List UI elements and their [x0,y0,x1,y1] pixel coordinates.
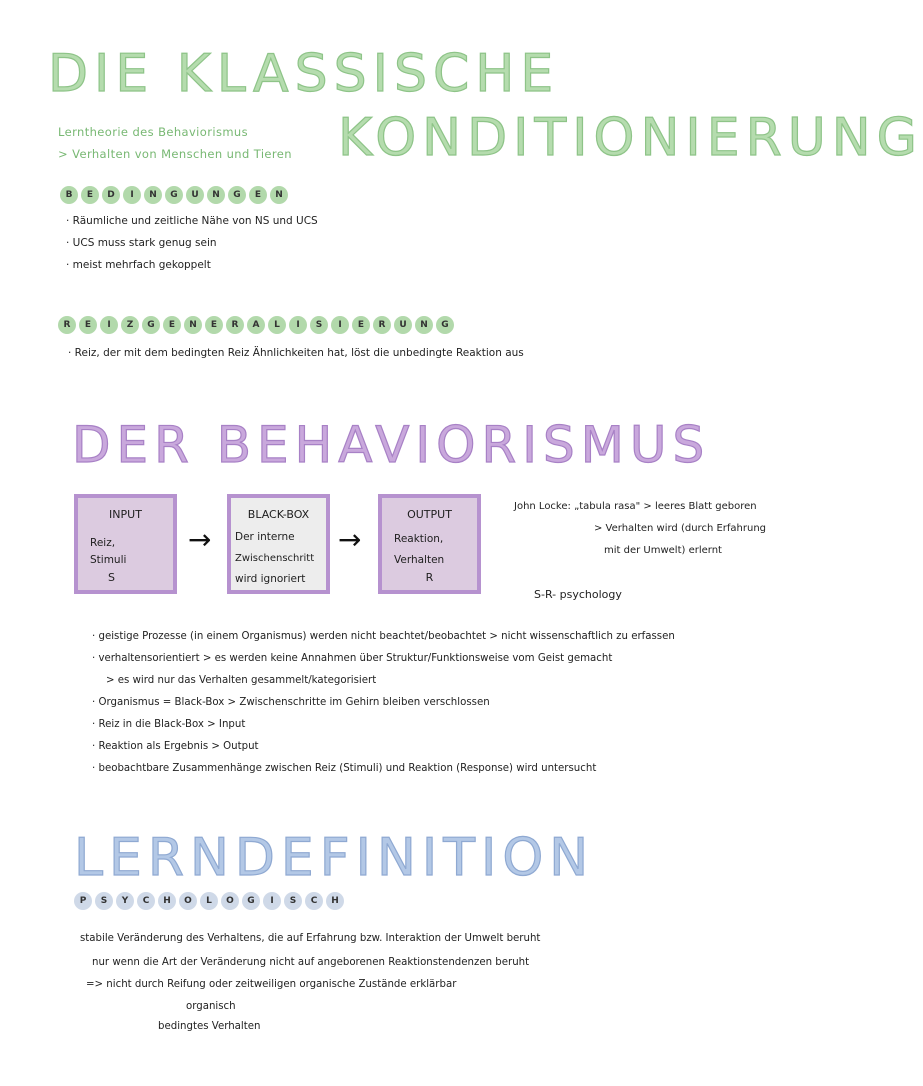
letter-dot: S [284,892,302,910]
black-box-line1: Der interne [235,531,295,543]
letter-dot: C [137,892,155,910]
letter-dot: P [74,892,92,910]
list-item: > es wird nur das Verhalten gesammelt/kategorisiert [106,675,377,686]
list-item: · verhaltensorientiert > es werden keine Annahmen über Struktur/Funktionsweise vom Geist gemacht [92,653,613,664]
list-item: · UCS muss stark genug sein [66,237,217,249]
letter-dot: R [373,316,391,334]
locke-line3: mit der Umwelt) erlernt [604,545,722,556]
sr-psychology: S-R- psychology [534,588,622,601]
letter-dot: R [226,316,244,334]
letter-dot: S [310,316,328,334]
letter-dot: I [289,316,307,334]
letter-dot: E [79,316,97,334]
letter-dot: N [415,316,433,334]
input-box [74,494,177,594]
letter-dot: E [352,316,370,334]
reiz-definition: · Reiz, der mit dem bedingten Reiz Ähnlichkeiten hat, löst die unbedingte Reaktion aus [68,347,524,359]
letter-dot: R [58,316,76,334]
letter-dot: E [205,316,223,334]
letter-dot: O [179,892,197,910]
behaviorismus-list [92,626,675,780]
arrow-right-icon: → [338,523,362,556]
letter-dot: C [305,892,323,910]
lerndef-line3: => nicht durch Reifung oder zeitweiligen organische Zustände erklärbar [86,979,457,990]
title-lerndefinition: LERNDEFINITION [74,828,595,888]
label-bedingungen [60,186,288,204]
letter-dot: H [158,892,176,910]
subtitle-verhalten: > Verhalten von Menschen und Tieren [58,147,292,161]
output-box-line1: Reaktion, [394,533,444,545]
letter-dot: G [165,186,183,204]
black-box [227,494,330,594]
lerndef-line2: nur wenn die Art der Veränderung nicht auf angeborenen Reaktionstendenzen beruht [92,957,530,968]
letter-dot: E [81,186,99,204]
letter-dot: B [60,186,78,204]
input-box-line1: Reiz, [90,537,116,549]
input-box-title: INPUT [109,508,142,521]
letter-dot: L [200,892,218,910]
letter-dot: I [123,186,141,204]
list-item: · Reiz in die Black-Box > Input [92,719,246,730]
list-item: · Räumliche und zeitliche Nähe von NS und UCS [66,215,318,227]
black-box-line2: Zwischenschritt [235,553,315,564]
list-item: · meist mehrfach gekoppelt [66,259,211,271]
letter-dot: S [95,892,113,910]
letter-dot: N [207,186,225,204]
arrow-right-icon: → [188,523,212,556]
letter-dot: I [100,316,118,334]
lerndef-line5: bedingtes Verhalten [158,1021,261,1032]
list-item: · Reaktion als Ergebnis > Output [92,741,259,752]
output-box [378,494,481,594]
black-box-title: BLACK-BOX [247,508,310,521]
black-box-line3: wird ignoriert [235,573,306,585]
lerndef-line4: organisch [186,1001,236,1012]
letter-dot: A [247,316,265,334]
input-box-symbol: S [108,571,115,584]
title-konditionierung: KONDITIONIERUNG [338,108,923,168]
label-reizgeneralisierung [58,316,454,334]
letter-dot: O [221,892,239,910]
letter-dot: I [263,892,281,910]
letter-dot: G [142,316,160,334]
title-behaviorismus: DER BEHAVIORISMUS [72,416,711,474]
letter-dot: N [144,186,162,204]
letter-dot: L [268,316,286,334]
label-psychologisch [74,892,344,910]
list-item: · geistige Prozesse (in einem Organismus) werden nicht beachtet/beobachtet > nicht wissenschaftlich zu erfassen [92,631,675,642]
letter-dot: Z [121,316,139,334]
letter-dot: U [394,316,412,334]
letter-dot: U [186,186,204,204]
letter-dot: Y [116,892,134,910]
letter-dot: H [326,892,344,910]
letter-dot: G [228,186,246,204]
input-box-line2: Stimuli [90,554,127,566]
letter-dot: E [249,186,267,204]
letter-dot: N [270,186,288,204]
output-box-symbol: R [425,571,434,584]
bedingungen-list [66,210,318,276]
output-box-title: OUTPUT [407,508,452,521]
lerndef-line1: stabile Veränderung des Verhaltens, die auf Erfahrung bzw. Interaktion der Umwelt beruht [80,933,541,944]
locke-line1: John Locke: „tabula rasa" > leeres Blatt geboren [514,501,757,512]
letter-dot: D [102,186,120,204]
list-item: · beobachtbare Zusammenhänge zwischen Reiz (Stimuli) und Reaktion (Response) wird untersucht [92,763,597,774]
list-item: · Organismus = Black-Box > Zwischenschritte im Gehirn bleiben verschlossen [92,697,490,708]
letter-dot: N [184,316,202,334]
letter-dot: E [163,316,181,334]
locke-line2: > Verhalten wird (durch Erfahrung [594,523,767,534]
subtitle-lerntheorie: Lerntheorie des Behaviorismus [58,125,249,139]
letter-dot: G [436,316,454,334]
letter-dot: I [331,316,349,334]
letter-dot: G [242,892,260,910]
title-die-klassische: DIE KLASSISCHE [48,44,560,104]
output-box-line2: Verhalten [394,554,445,566]
